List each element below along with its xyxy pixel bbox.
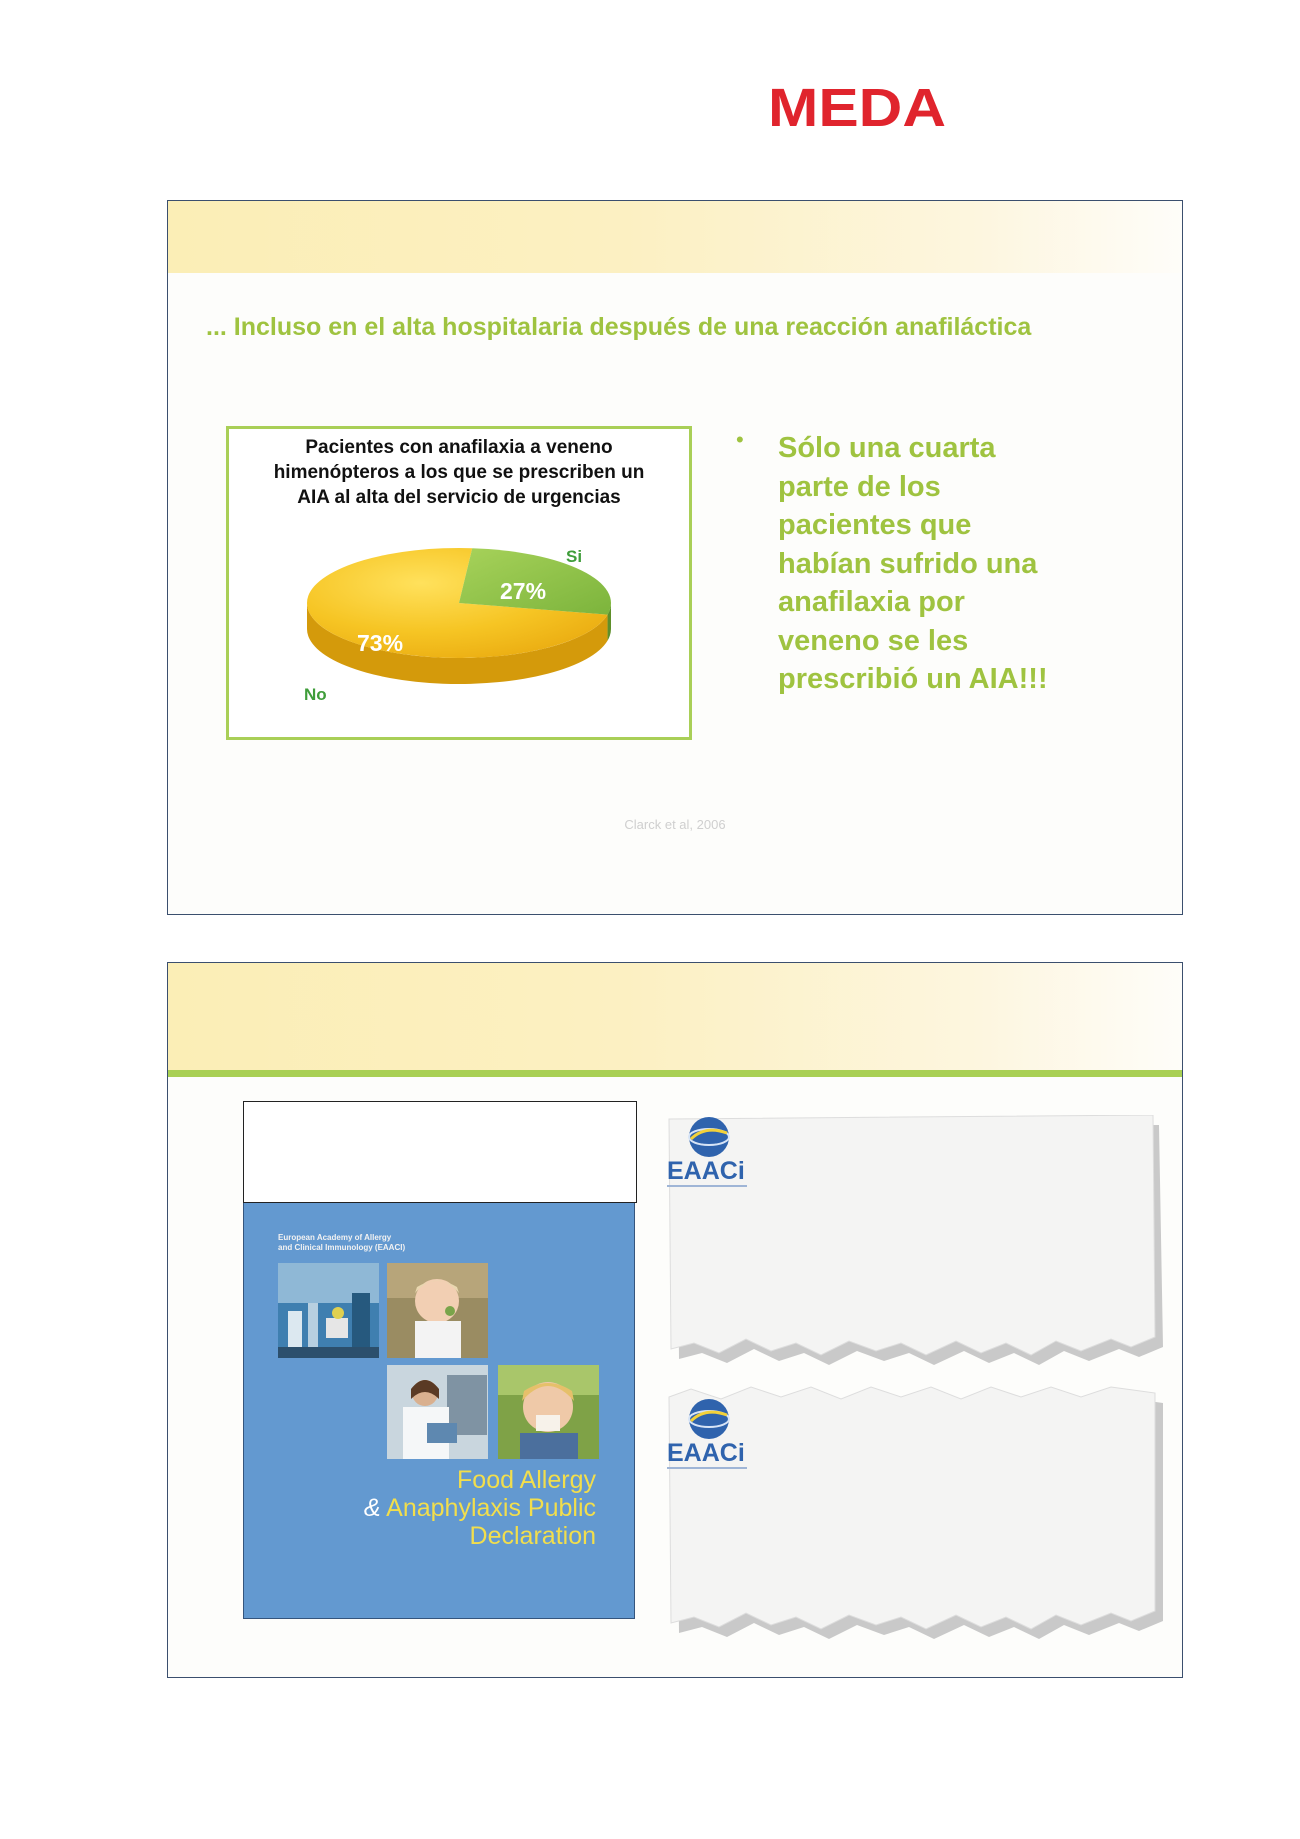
slide-header-band (168, 963, 1182, 1077)
slide-anaphylaxis-discharge (167, 200, 1183, 915)
slice-value-si: 27% (500, 578, 547, 604)
bullet-line: Sólo una cuarta (778, 432, 996, 464)
eaaci-logo (665, 1115, 755, 1193)
pie-chart-panel (226, 426, 692, 740)
publication-cover (243, 1203, 635, 1619)
slide-subtitle: ... Incluso en el alta hospitalaria después de una reacción anafiláctica (206, 313, 1032, 341)
bullet-item (736, 429, 1108, 699)
bullet-line: veneno se les (778, 624, 969, 657)
cover-title (364, 1466, 596, 1550)
eaaci-logo (665, 1397, 755, 1475)
ampersand: & (363, 1494, 381, 1522)
lab-equipment-photo (278, 1263, 379, 1358)
slice-label-si: Si (566, 547, 583, 566)
citation: Clarck et al, 2006 (624, 817, 726, 832)
cover-org-line: and Clinical Immunology (EAACI) (278, 1243, 406, 1252)
chart-title-line: Pacientes con anafilaxia a veneno (305, 437, 613, 458)
sneezing-boy-photo (498, 1365, 599, 1459)
bullet-line: anafilaxia por (778, 586, 965, 618)
pie-chart (229, 429, 689, 737)
slide-header-band (168, 201, 1182, 273)
slide-eaaci-declaration (167, 962, 1183, 1678)
meda-logo-text: MEDA (768, 80, 946, 132)
cover-title-line: Anaphylaxis Public (386, 1494, 596, 1522)
chart-title-line: himenópteros a los que se prescriben un (273, 462, 645, 483)
scientist-photo (387, 1365, 488, 1459)
eaaci-document-card (665, 1115, 1163, 1375)
chart-title-line: AIA al alta del servicio de urgencias (297, 487, 621, 508)
slice-label-no: No (304, 685, 327, 704)
cover-organization (278, 1233, 478, 1253)
cover-org-line: European Academy of Allergy (278, 1233, 392, 1242)
bullet-line: habían sufrido una (778, 547, 1038, 580)
bullet-line: pacientes que (778, 509, 972, 541)
cover-title-line: Food Allergy (457, 1466, 596, 1494)
eaaci-logo-text: EAACi (667, 1439, 745, 1467)
eaaci-logo-text: EAACi (667, 1157, 745, 1185)
bullet-dot: • (736, 427, 744, 452)
child-eating-photo (387, 1263, 488, 1358)
bullet-line: prescribió un AIA!!! (778, 663, 1048, 695)
bullet-list (736, 429, 1108, 699)
bullet-text (778, 429, 1108, 699)
empty-text-box (243, 1101, 637, 1203)
eaaci-document-card (665, 1383, 1163, 1647)
cover-title-line: Declaration (469, 1522, 596, 1550)
meda-logo (768, 80, 948, 132)
slice-value-no: 73% (357, 630, 404, 656)
bullet-line: parte de los (778, 470, 941, 503)
